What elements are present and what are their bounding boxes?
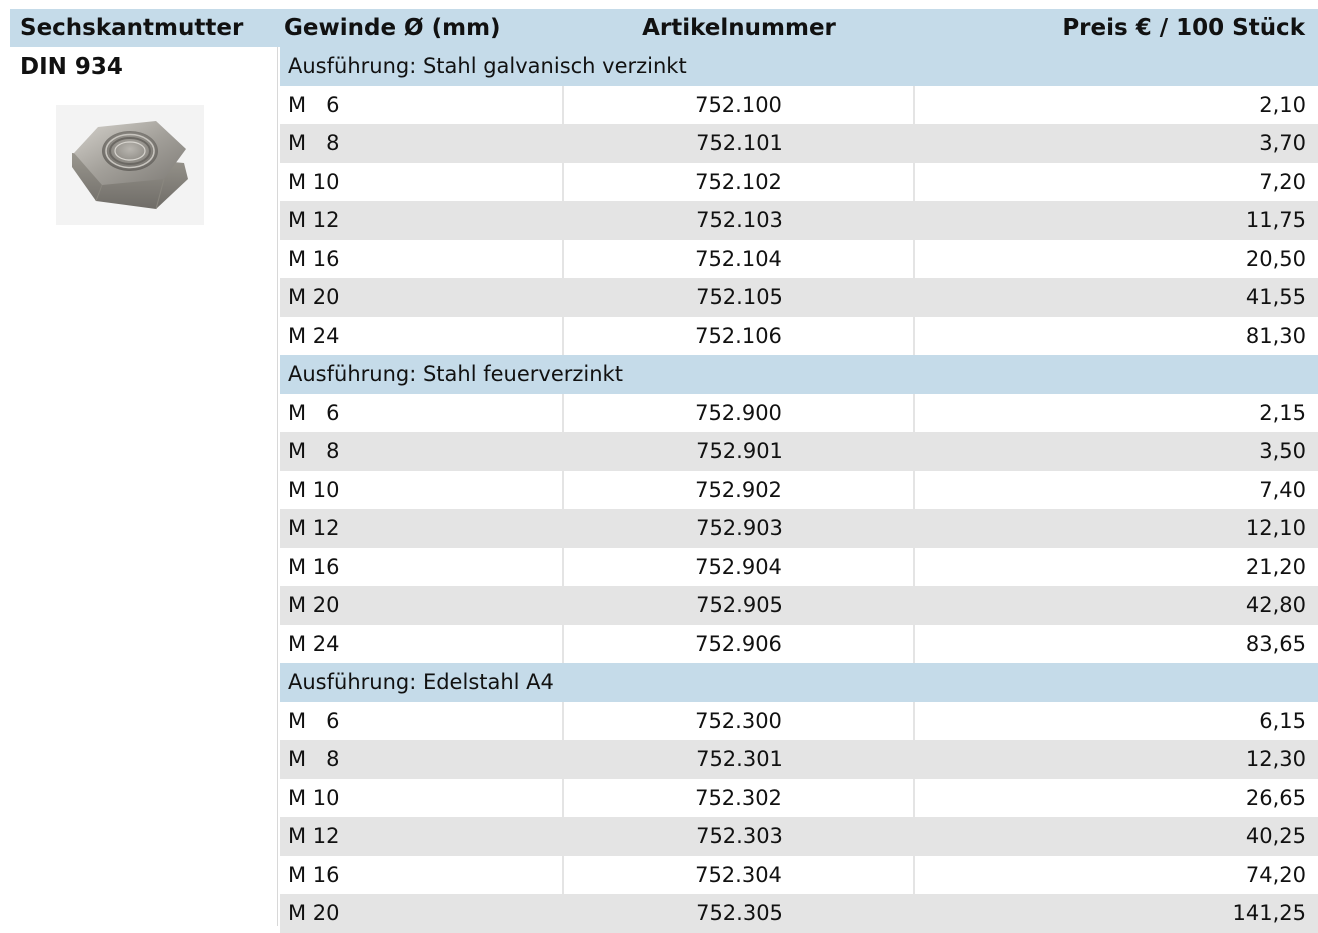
header-preis: Preis € / 100 Stück [1062,15,1305,41]
table-row [280,817,1318,856]
section-header-row [280,47,1318,86]
table-row [280,317,1318,356]
artikel-cell: 752.106 [564,317,915,356]
thread-cell: M 8 [288,131,340,155]
artikel-cell: 752.903 [696,516,783,540]
preis-cell: 3,50 [1259,439,1306,463]
section-header-row [280,355,1318,394]
preis-cell: 40,25 [1245,824,1306,848]
section-title: Ausführung: Stahl feuerverzinkt [288,362,623,386]
table-row [280,548,1318,587]
thread-cell: M 6 [280,702,564,741]
table-row [280,394,1318,433]
artikel-cell: 752.901 [696,439,783,463]
artikel-cell: 752.301 [696,747,783,771]
thread-cell: M 16 [280,548,564,587]
thread-cell: M 12 [288,824,340,848]
thread-cell: M 10 [280,471,564,510]
header-gewinde: Gewinde Ø (mm) [284,15,501,41]
preis-cell: 141,25 [1232,901,1306,925]
artikel-cell: 752.906 [564,625,915,664]
price-table [280,47,1318,933]
preis-cell: 12,10 [1245,516,1306,540]
preis-cell: 81,30 [1245,323,1306,348]
table-row [280,856,1318,895]
thread-cell: M 20 [288,285,340,309]
artikel-cell: 752.300 [564,702,915,741]
thread-cell: M 16 [280,856,564,895]
artikel-cell: 752.905 [696,593,783,617]
preis-cell: 41,55 [1245,285,1306,309]
thread-cell: M 16 [280,240,564,279]
table-row [280,471,1318,510]
preis-cell: 7,20 [1259,169,1306,194]
preis-cell: 2,10 [1259,92,1306,117]
table-row [280,278,1318,317]
thread-cell: M 24 [280,317,564,356]
table-row [280,240,1318,279]
artikel-cell: 752.302 [564,779,915,818]
preis-cell: 42,80 [1245,593,1306,617]
thread-cell: M 6 [280,86,564,125]
table-header [10,9,1318,47]
artikel-cell: 752.102 [564,163,915,202]
thread-cell: M 6 [280,394,564,433]
preis-cell: 7,40 [1259,477,1306,502]
norm-label: DIN 934 [20,54,123,80]
preis-cell: 21,20 [1245,554,1306,579]
artikel-cell: 752.101 [696,131,783,155]
preis-cell: 74,20 [1245,862,1306,887]
artikel-cell: 752.103 [696,208,783,232]
product-column [10,47,278,926]
preis-cell: 11,75 [1245,208,1306,232]
thread-cell: M 10 [280,163,564,202]
artikel-cell: 752.904 [564,548,915,587]
header-product: Sechskantmutter [20,15,244,41]
header-artikelnummer: Artikelnummer [642,15,836,41]
thread-cell: M 24 [280,625,564,664]
artikel-cell: 752.100 [564,86,915,125]
table-row [280,86,1318,125]
artikel-cell: 752.105 [696,285,783,309]
table-row [280,740,1318,779]
preis-cell: 2,15 [1259,400,1306,425]
thread-cell: M 20 [288,593,340,617]
table-row [280,625,1318,664]
thread-cell: M 8 [288,747,340,771]
table-row [280,702,1318,741]
section-title: Ausführung: Edelstahl A4 [288,670,554,694]
preis-cell: 3,70 [1259,131,1306,155]
preis-cell: 6,15 [1259,708,1306,733]
thread-cell: M 12 [288,516,340,540]
preis-cell: 26,65 [1245,785,1306,810]
table-row [280,779,1318,818]
artikel-cell: 752.303 [696,824,783,848]
section-header-row [280,663,1318,702]
table-row [280,586,1318,625]
section-title: Ausführung: Stahl galvanisch verzinkt [288,54,687,78]
hex-nut-icon [56,105,204,225]
thread-cell: M 10 [280,779,564,818]
preis-cell: 83,65 [1245,631,1306,656]
thread-cell: M 8 [288,439,340,463]
hex-nut-graphic [56,105,204,225]
artikel-cell: 752.900 [564,394,915,433]
thread-cell: M 12 [288,208,340,232]
table-row [280,124,1318,163]
table-row [280,894,1318,933]
table-row [280,201,1318,240]
thread-cell: M 20 [288,901,340,925]
artikel-cell: 752.304 [564,856,915,895]
artikel-cell: 752.104 [564,240,915,279]
artikel-cell: 752.305 [696,901,783,925]
preis-cell: 20,50 [1245,246,1306,271]
artikel-cell: 752.902 [564,471,915,510]
preis-cell: 12,30 [1245,747,1306,771]
table-row [280,432,1318,471]
table-row [280,509,1318,548]
table-row [280,163,1318,202]
